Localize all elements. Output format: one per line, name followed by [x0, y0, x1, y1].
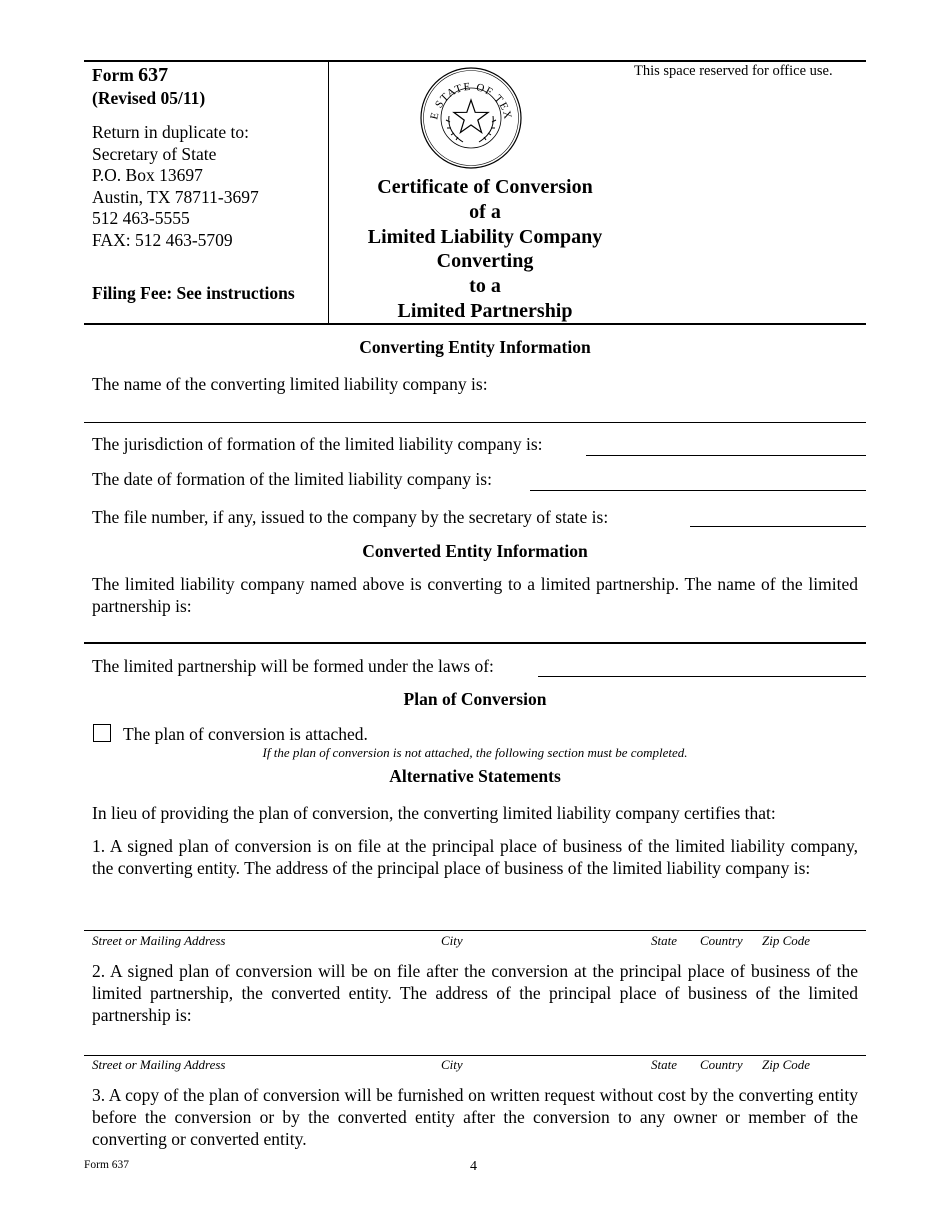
page-number: 4 [470, 1159, 477, 1174]
revised-date: (Revised 05/11) [92, 88, 206, 108]
laws-label: The limited partnership will be formed under the laws of: [92, 656, 494, 676]
plan-attached-checkbox[interactable] [93, 724, 111, 742]
jurisdiction-field[interactable] [586, 455, 866, 456]
return-line: 512 463-5555 [92, 208, 190, 229]
form-number-block [92, 64, 168, 86]
office-use-note: This space reserved for office use. [634, 63, 833, 79]
address-caption-street: Street or Mailing Address [92, 933, 226, 948]
return-line: Austin, TX 78711-3697 [92, 186, 259, 207]
seal-graphic [419, 66, 523, 170]
address-caption-country: Country [700, 933, 743, 948]
converting-name-label: The name of the converting limited liability company is: [92, 374, 488, 394]
converted-intro: The limited liability company named above is converting to a limited partnership. The name of the limited partnership is: [92, 574, 858, 616]
title-line: Certificate of Conversion [377, 176, 593, 198]
partnership-name-field[interactable] [84, 642, 866, 644]
formation-date-field[interactable] [530, 490, 866, 491]
address-caption-zip: Zip Code [762, 933, 811, 948]
alternative-intro: In lieu of providing the plan of conversion, the converting limited liability company certifies that: [92, 803, 776, 823]
title-line: Limited Liability Company [367, 225, 603, 248]
alternative-heading: Alternative Statements [389, 766, 561, 786]
title-line: Limited Partnership [397, 299, 573, 322]
title-line: to a [469, 275, 501, 298]
footer-form-label: Form 637 [84, 1159, 130, 1171]
converting-name-field[interactable] [84, 422, 866, 423]
formation-date-label: The date of formation of the limited liability company is: [92, 469, 492, 489]
address-caption-city: City [441, 1057, 463, 1072]
jurisdiction-label: The jurisdiction of formation of the limited liability company is: [92, 434, 543, 454]
address-caption-country: Country [700, 1057, 743, 1072]
plan-attached-label: The plan of conversion is attached. [123, 724, 368, 744]
file-number-label: The file number, if any, issued to the company by the secretary of state is: [92, 507, 609, 527]
filing-fee: Filing Fee: See instructions [92, 283, 295, 303]
lp-address-field[interactable] [84, 1055, 866, 1056]
alternative-item-2: 2. A signed plan of conversion will be on file after the conversion at the principal place of business of the limited partnership, the converted entity. The address of the principal place of business of the limited partnership is: [92, 961, 858, 1025]
alternative-item-3: 3. A copy of the plan of conversion will be furnished on written request without cost by the converting entity before the conversion or by the converted entity after the conversion to any owner or member of the converting or converted entity. [92, 1085, 858, 1149]
form-title [340, 175, 630, 324]
converting-heading: Converting Entity Information [359, 337, 591, 357]
return-line: Return in duplicate to: [92, 122, 249, 142]
alternative-item-1: 1. A signed plan of conversion is on file at the principal place of business of the limited liability company, the converting entity. The address of the principal place of business of the limited liability company is: [92, 836, 858, 878]
plan-heading: Plan of Conversion [403, 689, 547, 709]
laws-field[interactable] [538, 676, 866, 677]
header-top-rule [84, 60, 866, 62]
return-line: P.O. Box 13697 [92, 165, 203, 186]
address-caption-street: Street or Mailing Address [92, 1057, 226, 1072]
form-label: Form [92, 65, 134, 85]
return-line: FAX: 512 463-5709 [92, 229, 233, 250]
file-number-field[interactable] [690, 526, 866, 527]
llc-address-field[interactable] [84, 930, 866, 931]
svg-text:THE STATE OF TEXAS [419, 66, 514, 121]
converted-heading: Converted Entity Information [362, 541, 588, 561]
form-number: 637 [138, 64, 169, 86]
address-caption-state: State [651, 1057, 677, 1072]
address-caption-city: City [441, 933, 463, 948]
address-caption-state: State [651, 933, 677, 948]
address-caption-zip: Zip Code [762, 1057, 811, 1072]
state-seal [419, 66, 523, 170]
title-line: Converting [436, 250, 534, 273]
return-address [92, 122, 259, 252]
seal-text: E STATE OF TEX [428, 80, 514, 122]
title-line: of a [469, 200, 501, 223]
plan-note: If the plan of conversion is not attached, the following section must be completed. [262, 745, 688, 760]
header-divider [328, 61, 329, 324]
return-line: Secretary of State [92, 143, 217, 164]
